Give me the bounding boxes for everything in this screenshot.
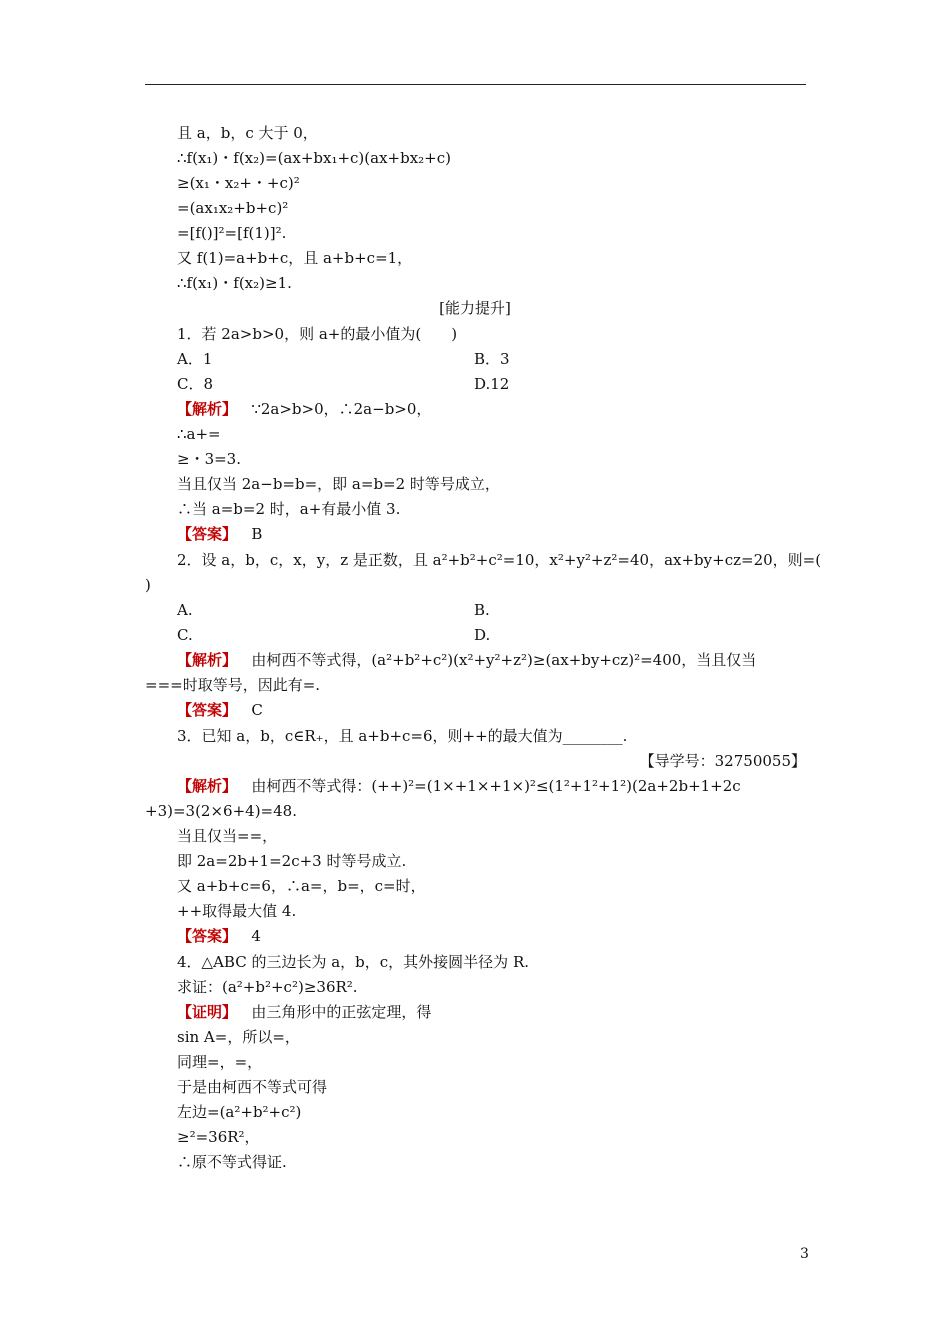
text-line: 同理=，=， bbox=[177, 1053, 263, 1071]
proof-tag: 【证明】 bbox=[177, 1003, 238, 1021]
text-line: 又 a+b+c=6，∴a=，b=，c=时， bbox=[177, 877, 426, 895]
answer-line bbox=[177, 524, 262, 544]
text-line: =[f()]²=[f(1)]². bbox=[177, 224, 287, 242]
answer-tag: 【答案】 bbox=[177, 927, 238, 945]
answer-line bbox=[177, 926, 261, 946]
answer-value: B bbox=[251, 525, 263, 543]
question-2-stem-end: ) bbox=[145, 576, 151, 594]
answer-value: C bbox=[251, 701, 263, 719]
proof-text: 由三角形中的正弦定理，得 bbox=[251, 1003, 432, 1021]
option-d: D.12 bbox=[474, 375, 510, 393]
text-line: ≥²=36R²， bbox=[177, 1128, 260, 1146]
answer-tag: 【答案】 bbox=[177, 525, 238, 543]
question-1-stem: 1．若 2a>b>0，则 a+的最小值为( ) bbox=[177, 325, 458, 343]
question-4-claim: 求证：(a²+b²+c²)≥36R². bbox=[177, 978, 358, 996]
analysis-tag: 【解析】 bbox=[177, 651, 238, 669]
text-line: +3)=3(2×6+4)=48. bbox=[145, 802, 297, 820]
question-2-stem: 2．设 a，b，c，x，y，z 是正数，且 a²+b²+c²=10，x²+y²+z²=40，ax+by+cz=20，则=( bbox=[177, 551, 822, 569]
option-b: B. bbox=[474, 601, 490, 619]
text-line: ∴a+= bbox=[177, 425, 221, 443]
answer-value: 4 bbox=[251, 927, 261, 945]
text-line: 即 2a=2b+1=2c+3 时等号成立. bbox=[177, 852, 407, 870]
text-line: ++取得最大值 4. bbox=[177, 902, 297, 920]
option-c: C．8 bbox=[177, 375, 214, 393]
text-line: ∴f(x₁)・f(x₂)=(ax+bx₁+c)(ax+bx₂+c) bbox=[177, 149, 452, 167]
text-line: ≥・3=3. bbox=[177, 450, 241, 468]
analysis-text: 由柯西不等式得，(a²+b²+c²)(x²+y²+z²)≥(ax+by+cz)²=400，当且仅当 bbox=[251, 651, 757, 669]
text-line: 左边=(a²+b²+c²) bbox=[177, 1103, 302, 1121]
text-line: ∴当 a=b=2 时，a+有最小值 3. bbox=[177, 500, 401, 518]
header-rule bbox=[145, 84, 806, 85]
option-b: B．3 bbox=[474, 350, 510, 368]
text-line: sin A=，所以=， bbox=[177, 1028, 300, 1046]
reference-number: 【导学号：32750055】 bbox=[639, 752, 806, 770]
answer-line bbox=[177, 700, 263, 720]
option-d: D. bbox=[474, 626, 491, 644]
question-3-stem: 3．已知 a，b，c∈R₊，且 a+b+c=6，则++的最大值为________. bbox=[177, 727, 628, 745]
text-line: 且 a，b，c 大于 0， bbox=[177, 124, 318, 142]
analysis-tag: 【解析】 bbox=[177, 400, 238, 418]
text-line: 又 f(1)=a+b+c，且 a+b+c=1， bbox=[177, 249, 413, 267]
text-line: ∴原不等式得证. bbox=[177, 1153, 287, 1171]
proof-line bbox=[177, 1002, 431, 1022]
option-a: A. bbox=[177, 601, 193, 619]
question-4-stem: 4．△ABC 的三边长为 a，b，c，其外接圆半径为 R. bbox=[177, 953, 530, 971]
analysis-line bbox=[177, 776, 741, 796]
text-line: 当且仅当 2a−b=b=，即 a=b=2 时等号成立， bbox=[177, 475, 500, 493]
text-line: 当且仅当==， bbox=[177, 827, 278, 845]
page-number: 3 bbox=[800, 1246, 809, 1262]
analysis-text: ∵2a>b>0，∴2a−b>0， bbox=[251, 400, 432, 418]
option-a: A．1 bbox=[177, 350, 213, 368]
text-line: ≥(x₁・x₂+・+c)² bbox=[177, 174, 300, 192]
analysis-text: 由柯西不等式得：(++)²=(1×+1×+1×)²≤(1²+1²+1²)(2a+2b+1+2c bbox=[251, 777, 741, 795]
text-line: =(ax₁x₂+b+c)² bbox=[177, 199, 289, 217]
option-c: C. bbox=[177, 626, 193, 644]
text-line: 于是由柯西不等式可得 bbox=[177, 1078, 328, 1096]
text-line: ∴f(x₁)・f(x₂)≥1. bbox=[177, 274, 292, 292]
analysis-tag: 【解析】 bbox=[177, 777, 238, 795]
answer-tag: 【答案】 bbox=[177, 701, 238, 719]
text-line: ===时取等号，因此有=. bbox=[145, 676, 321, 694]
section-title: [能力提升] bbox=[439, 299, 511, 317]
analysis-line bbox=[177, 650, 756, 670]
analysis-line bbox=[177, 399, 431, 419]
